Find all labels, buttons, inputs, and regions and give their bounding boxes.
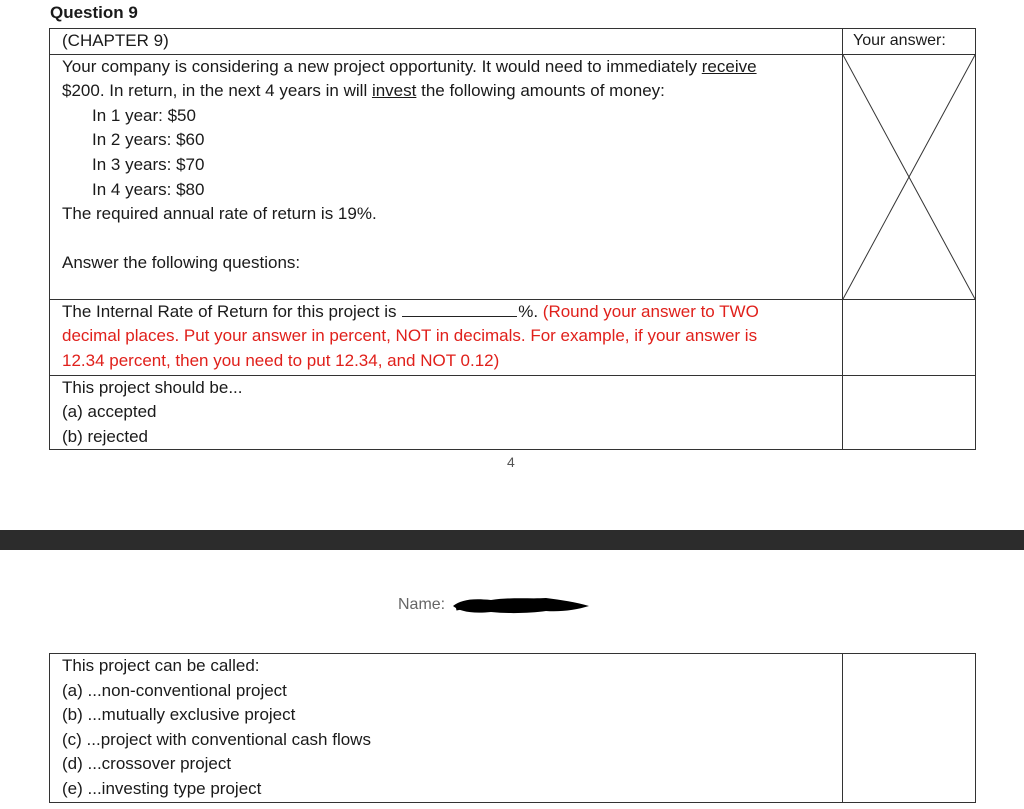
decision-prompt: This project should be... (62, 377, 243, 397)
project-type-option: (c) ...project with conventional cash flows (62, 729, 371, 749)
question-table (49, 28, 976, 450)
irr-note: 12.34 percent, then you need to put 12.34, and NOT 0.12) (62, 350, 500, 370)
project-type-option: (a) ...non-conventional project (62, 680, 287, 700)
receive-underlined: receive (701, 56, 757, 76)
cash-flow-item: In 3 years: $70 (92, 154, 205, 174)
page-number: 4 (507, 454, 515, 470)
intro-line-2: $200. In return, in the next 4 years in will invest the following amounts of money: (62, 81, 665, 101)
project-type-option: (d) ...crossover project (62, 754, 232, 774)
decision-question (50, 375, 843, 450)
irr-note: decimal places. Put your answer in percent, NOT in decimals. For example, if your answer is (62, 326, 758, 346)
question-table-2 (49, 653, 976, 803)
decision-option: (a) accepted (62, 402, 157, 422)
redaction-mark (451, 594, 591, 616)
project-type-prompt: This project can be called: (62, 656, 260, 675)
project-type-answer-cell[interactable] (843, 654, 976, 803)
cash-flow-item: In 2 years: $60 (92, 130, 205, 150)
chapter-label: (CHAPTER 9) (50, 29, 843, 55)
answer-header: Your answer: (843, 29, 976, 55)
irr-blank (402, 300, 517, 317)
irr-note: (Round your answer to TWO (542, 301, 759, 321)
question-title: Question 9 (50, 3, 138, 22)
invest-underlined: invest (371, 81, 417, 101)
irr-answer-cell[interactable] (843, 299, 976, 375)
name-label: Name: (398, 596, 446, 613)
blank-line (62, 227, 842, 252)
cross-out-icon (843, 55, 975, 299)
irr-question: The Internal Rate of Return for this project is %. (Round your answer to TWO decimal places. Put your answer in percent, NOT in decimals. For example, if your answer is 12.34 percent, then you need to put 12.34, and NOT 0.12) (50, 299, 843, 375)
decision-option: (b) rejected (62, 426, 148, 446)
project-type-option: (b) ...mutually exclusive project (62, 705, 296, 725)
decision-answer-cell[interactable] (843, 375, 976, 450)
cash-flow-item: In 1 year: $50 (92, 105, 196, 125)
project-type-question (50, 654, 843, 803)
cash-flow-item: In 4 years: $80 (92, 179, 205, 199)
answer-prompt: Answer the following questions: (62, 253, 301, 273)
required-rate: The required annual rate of return is 19%. (62, 204, 377, 224)
project-type-option: (e) ...investing type project (62, 778, 262, 798)
answer-cell-crossed (843, 54, 976, 299)
intro-line-1: Your company is considering a new project opportunity. It would need to immediately receive (62, 56, 757, 76)
page-divider (0, 530, 1024, 550)
problem-statement (50, 54, 843, 299)
